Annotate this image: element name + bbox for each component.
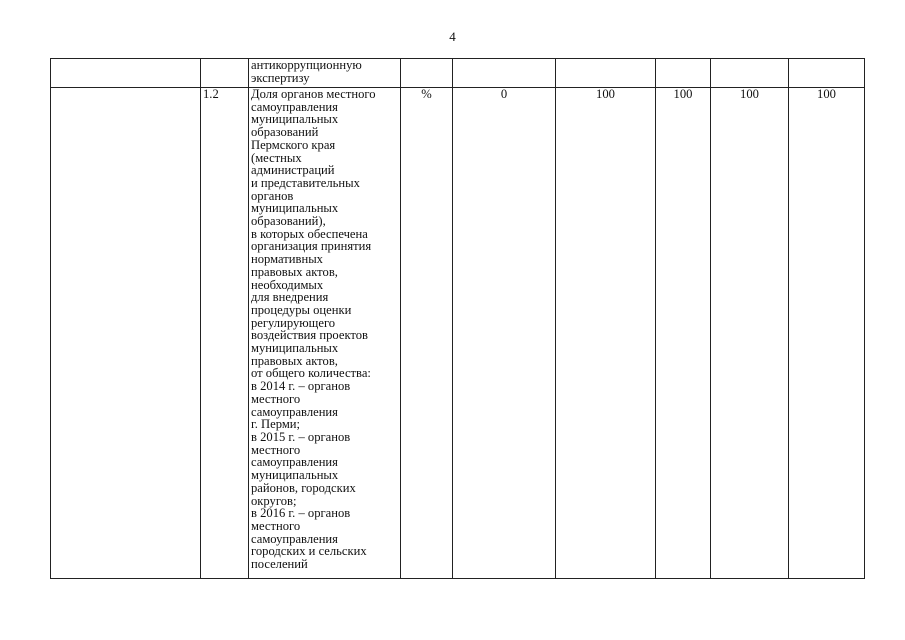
- table-cell-empty: [789, 59, 865, 88]
- text-line: местного: [251, 391, 301, 406]
- text-line: органов: [251, 188, 294, 203]
- indicators-table: [50, 58, 865, 579]
- text-line: экспертизу: [251, 70, 310, 85]
- table-cell-empty: [51, 88, 201, 579]
- table-row-continuation: [51, 59, 865, 88]
- table-cell-value: 100: [711, 88, 789, 579]
- text-line: администраций: [251, 163, 335, 178]
- table-cell-empty: [201, 59, 249, 88]
- table-cell-value: 0: [453, 88, 556, 579]
- text-line: антикоррупционную: [251, 58, 362, 72]
- table-cell-index: 1.2: [201, 88, 249, 579]
- table-cell-empty: [556, 59, 656, 88]
- text-line: муниципальных: [251, 201, 339, 216]
- table-cell-value: 100: [656, 88, 711, 579]
- text-line: г. Перми;: [251, 417, 301, 432]
- text-line: в 2014 г. – органов: [251, 379, 351, 394]
- text-line: от общего количества:: [251, 366, 371, 381]
- text-line: самоуправления: [251, 99, 338, 114]
- text-line: в 2015 г. – органов: [251, 429, 351, 444]
- text-line: воздействия проектов: [251, 328, 368, 343]
- text-line: правовых актов,: [251, 353, 338, 368]
- table-cell-empty: [453, 59, 556, 88]
- table-cell-empty: [51, 59, 201, 88]
- text-line: организация принятия: [251, 239, 372, 254]
- table-cell-value: 100: [789, 88, 865, 579]
- text-line: образований: [251, 125, 319, 140]
- text-line: поселений: [251, 557, 308, 572]
- text-line: Пермского края: [251, 137, 336, 152]
- text-line: самоуправления: [251, 455, 338, 470]
- table-cell-value: 100: [556, 88, 656, 579]
- text-line: для внедрения: [251, 290, 329, 305]
- table-cell-empty: [656, 59, 711, 88]
- table-cell-empty: [401, 59, 453, 88]
- table-cell-empty: [711, 59, 789, 88]
- text-line: Доля органов местного: [251, 87, 376, 101]
- text-line: муниципальных: [251, 112, 339, 127]
- table-row-indicator: [51, 88, 865, 579]
- text-line: (местных: [251, 150, 302, 165]
- text-line: необходимых: [251, 277, 324, 292]
- text-line: образований),: [251, 214, 326, 229]
- table-cell-continuation-text: [249, 59, 401, 88]
- text-line: муниципальных: [251, 341, 339, 356]
- text-line: местного: [251, 442, 301, 457]
- text-line: в 2016 г. – органов: [251, 506, 351, 521]
- text-line: процедуры оценки: [251, 302, 352, 317]
- text-line: местного: [251, 518, 301, 533]
- text-line: правовых актов,: [251, 264, 338, 279]
- table-cell-unit: %: [401, 88, 453, 579]
- text-line: нормативных: [251, 252, 323, 267]
- table-cell-indicator-text: [249, 88, 401, 579]
- text-line: регулирующего: [251, 315, 336, 330]
- text-line: самоуправления: [251, 404, 338, 419]
- text-line: муниципальных: [251, 468, 339, 483]
- page-number: 4: [449, 29, 456, 44]
- text-line: районов, городских: [251, 480, 356, 495]
- text-line: в которых обеспечена: [251, 226, 368, 241]
- text-line: округов;: [251, 493, 297, 508]
- text-line: самоуправления: [251, 531, 338, 546]
- text-line: городских и сельских: [251, 544, 367, 559]
- text-line: и представительных: [251, 175, 360, 190]
